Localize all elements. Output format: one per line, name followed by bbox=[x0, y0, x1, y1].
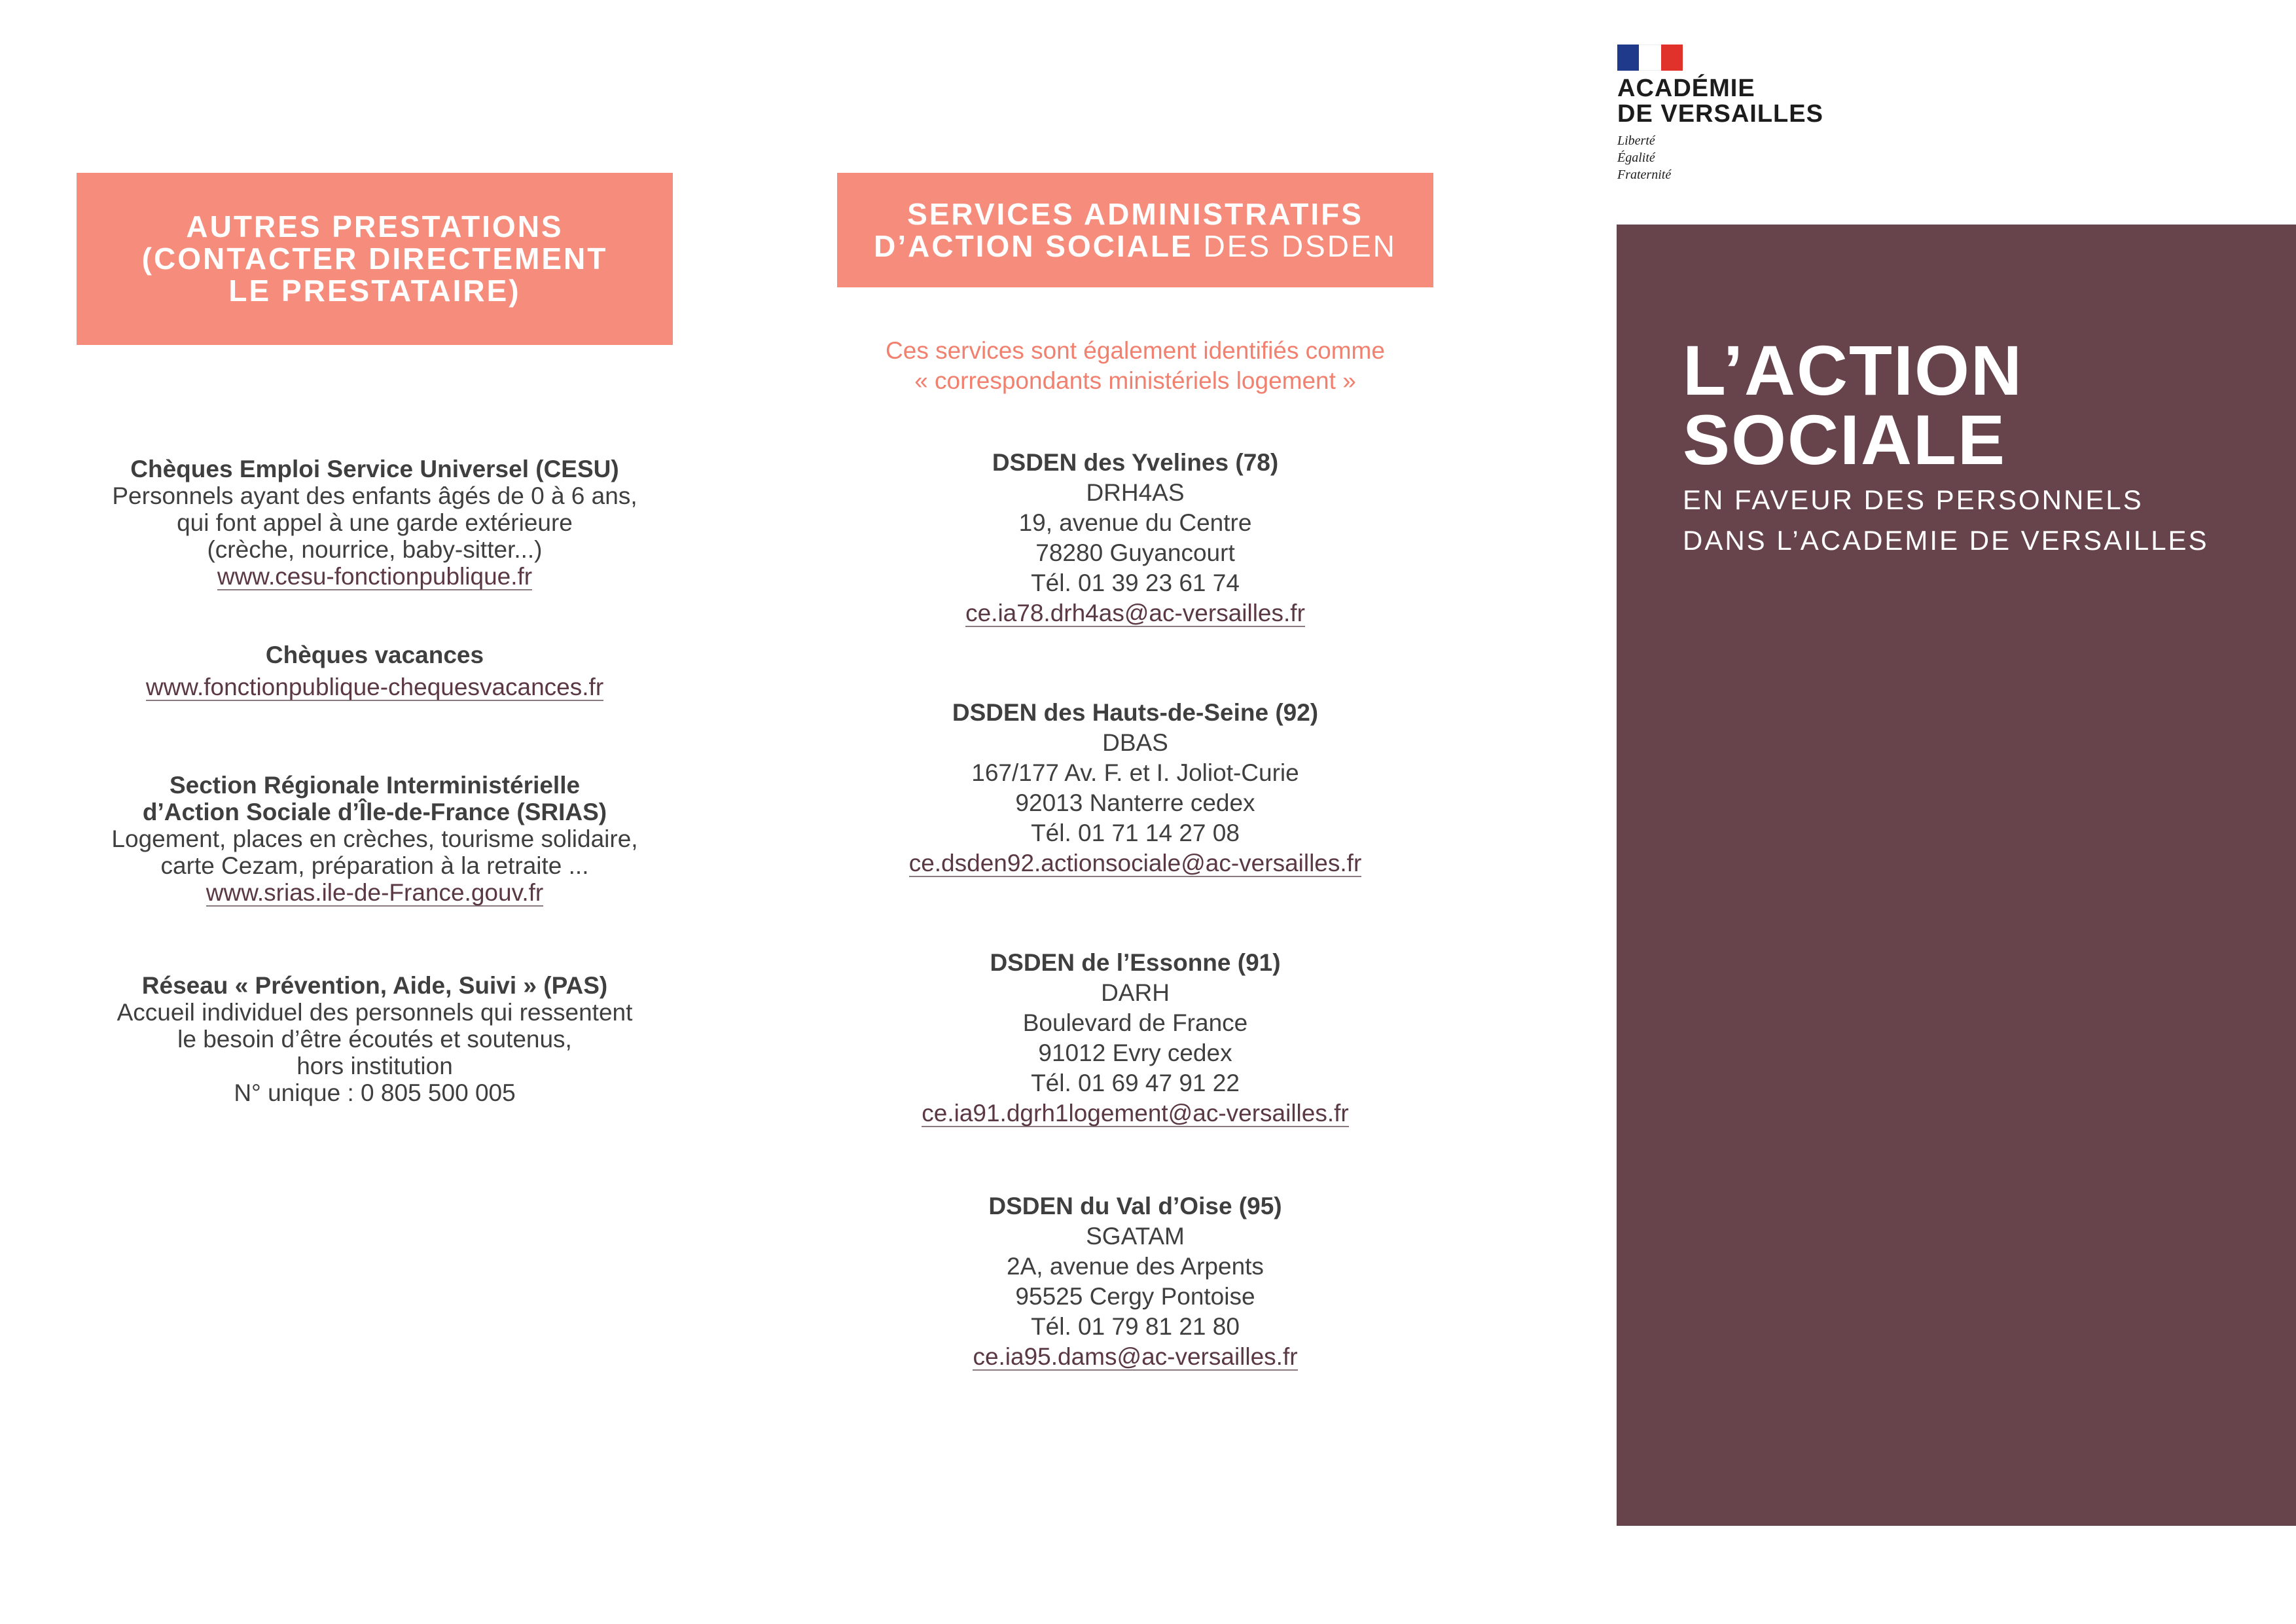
office-address: 19, avenue du Centre bbox=[1018, 509, 1252, 536]
cheques-vacances-link[interactable]: www.fonctionpublique-chequesvacances.fr bbox=[145, 674, 604, 700]
cesu-block bbox=[77, 456, 673, 590]
middle-header bbox=[837, 173, 1433, 287]
middle-intro bbox=[837, 336, 1433, 396]
pas-line1: Accueil individuel des personnels qui ressentent bbox=[117, 999, 633, 1026]
office-title: DSDEN des Hauts-de-Seine (92) bbox=[952, 699, 1319, 726]
middle-header-bold: D’ACTION SOCIALE bbox=[874, 228, 1193, 263]
cover-title bbox=[1683, 331, 2023, 479]
office-email[interactable]: ce.ia91.dgrh1logement@ac-versailles.fr bbox=[922, 1100, 1349, 1127]
cesu-line2: qui font appel à une garde extérieure bbox=[177, 509, 573, 536]
cheques-vacances-title: Chèques vacances bbox=[265, 641, 484, 668]
intro-line1: Ces services sont également identifiés comme bbox=[886, 337, 1385, 364]
office-address: Boulevard de France bbox=[1022, 1009, 1248, 1036]
motto-liberte: Liberté bbox=[1617, 134, 1655, 148]
left-header-line2: (CONTACTER DIRECTEMENT bbox=[141, 242, 608, 276]
office-address: 167/177 Av. F. et I. Joliot-Curie bbox=[971, 759, 1299, 786]
office-service: DBAS bbox=[1102, 729, 1168, 756]
srias-title-line1: Section Régionale Interministérielle bbox=[169, 772, 581, 799]
office-phone: Tél. 01 39 23 61 74 bbox=[1031, 569, 1240, 596]
middle-header-line1: SERVICES ADMINISTRATIFS bbox=[907, 196, 1363, 231]
cover-subtitle-line2: DANS L’ACADEMIE DE VERSAILLES bbox=[1683, 525, 2209, 556]
cesu-line1: Personnels ayant des enfants âgés de 0 à 6 ans, bbox=[112, 482, 637, 509]
middle-column bbox=[837, 0, 1433, 1372]
office-email[interactable]: ce.ia78.drh4as@ac-versailles.fr bbox=[965, 600, 1305, 626]
office-val-doise bbox=[837, 1191, 1433, 1372]
french-flag-icon bbox=[1617, 45, 1683, 71]
logo-name bbox=[1617, 76, 1823, 127]
office-email[interactable]: ce.dsden92.actionsociale@ac-versailles.fr bbox=[908, 850, 1362, 876]
office-title: DSDEN du Val d’Oise (95) bbox=[988, 1193, 1282, 1219]
left-column bbox=[77, 0, 673, 1106]
pas-title: Réseau « Prévention, Aide, Suivi » (PAS) bbox=[141, 972, 608, 999]
srias-line1: Logement, places en crèches, tourisme solidaire, bbox=[111, 825, 638, 852]
cover-subtitle-line1: EN FAVEUR DES PERSONNELS bbox=[1683, 484, 2144, 515]
left-header-line3: LE PRESTATAIRE) bbox=[228, 274, 521, 308]
office-service: SGATAM bbox=[1086, 1223, 1185, 1250]
srias-line2: carte Cezam, préparation à la retraite ... bbox=[160, 852, 589, 879]
srias-title-line2: d’Action Sociale d’Île-de-France (SRIAS) bbox=[142, 799, 607, 825]
motto-fraternite: Fraternité bbox=[1617, 168, 1672, 182]
cesu-line3: (crèche, nourrice, baby-sitter...) bbox=[207, 536, 543, 563]
srias-link[interactable]: www.srias.ile-de-France.gouv.fr bbox=[206, 879, 544, 906]
intro-line2: « correspondants ministériels logement » bbox=[914, 367, 1356, 394]
pas-line2: le besoin d’être écoutés et soutenus, bbox=[177, 1026, 572, 1053]
cesu-title: Chèques Emploi Service Universel (CESU) bbox=[130, 456, 619, 482]
logo-name-line1: ACADÉMIE bbox=[1617, 75, 1755, 102]
middle-header-line2 bbox=[874, 230, 1397, 262]
pas-phone: N° unique : 0 805 500 005 bbox=[234, 1079, 516, 1106]
office-phone: Tél. 01 71 14 27 08 bbox=[1031, 820, 1240, 846]
office-essonne bbox=[837, 948, 1433, 1128]
cover-title-line2: SOCIALE bbox=[1683, 400, 2007, 479]
left-header-line1: AUTRES PRESTATIONS bbox=[186, 209, 564, 244]
left-header bbox=[77, 173, 673, 345]
office-title: DSDEN des Yvelines (78) bbox=[992, 449, 1279, 476]
pas-line3: hors institution bbox=[296, 1053, 453, 1079]
office-city: 91012 Evry cedex bbox=[1038, 1039, 1232, 1066]
cover-panel bbox=[1617, 225, 2296, 1526]
cover-subtitle bbox=[1683, 480, 2209, 561]
logo-name-line2: DE VERSAILLES bbox=[1617, 100, 1823, 128]
office-city: 92013 Nanterre cedex bbox=[1015, 789, 1255, 816]
logo-motto bbox=[1617, 132, 1823, 183]
pas-block bbox=[77, 972, 673, 1106]
office-title: DSDEN de l’Essonne (91) bbox=[990, 949, 1281, 976]
office-hauts-de-seine bbox=[837, 698, 1433, 878]
cover-title-line1: L’ACTION bbox=[1683, 331, 2023, 410]
academie-logo bbox=[1617, 45, 1823, 183]
cesu-link[interactable]: www.cesu-fonctionpublique.fr bbox=[217, 563, 533, 590]
office-phone: Tél. 01 69 47 91 22 bbox=[1031, 1070, 1240, 1096]
srias-block bbox=[77, 772, 673, 907]
office-city: 95525 Cergy Pontoise bbox=[1015, 1283, 1255, 1310]
office-email[interactable]: ce.ia95.dams@ac-versailles.fr bbox=[973, 1343, 1298, 1370]
motto-egalite: Égalité bbox=[1617, 151, 1655, 165]
office-city: 78280 Guyancourt bbox=[1035, 539, 1235, 566]
office-yvelines bbox=[837, 448, 1433, 628]
middle-header-light: DES DSDEN bbox=[1203, 228, 1397, 263]
office-address: 2A, avenue des Arpents bbox=[1007, 1253, 1264, 1280]
office-phone: Tél. 01 79 81 21 80 bbox=[1031, 1313, 1240, 1340]
cheques-vacances-block bbox=[77, 641, 673, 701]
office-service: DARH bbox=[1101, 979, 1170, 1006]
office-service: DRH4AS bbox=[1086, 479, 1185, 506]
